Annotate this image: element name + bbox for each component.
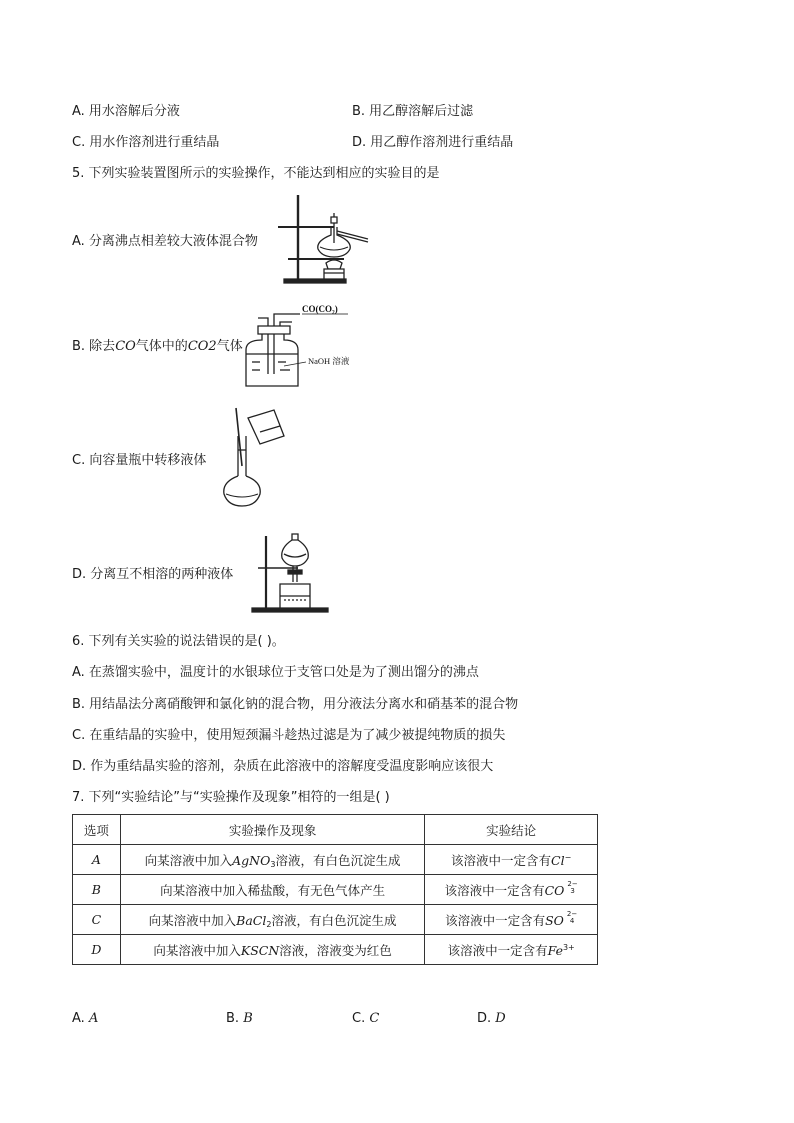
row-operation: 向某溶液中加入AgNO$_3$溶液，有白色沉淀生成 (120, 845, 425, 875)
q5-stem: 5. 下列实验装置图所示的实验操作，不能达到相应的实验目的是 (72, 166, 440, 181)
q5-option-a: A. 分离沸点相差较大液体混合物 (72, 234, 258, 249)
table-row (73, 935, 598, 965)
row-conclusion: 该溶液中一定含有SO 2− 4 (425, 905, 598, 935)
row-operation: 向某溶液中加入BaCl$_2$溶液，有白色沉淀生成 (120, 905, 425, 935)
header-conclusion: 实验结论 (425, 815, 598, 845)
row-option: B (73, 875, 121, 905)
figure-label-co-co2: CO(CO₂) (302, 304, 338, 314)
q7-table (72, 814, 598, 965)
q7-choice-b: B. B (226, 1011, 253, 1026)
table-row (73, 845, 598, 875)
q7-choice-c: C. C (352, 1011, 380, 1026)
q5-option-c: C. 向容量瓶中转移液体 (72, 453, 207, 468)
row-conclusion: 该溶液中一定含有Cl− (425, 845, 598, 875)
q6-option-c: C. 在重结晶的实验中，使用短颈漏斗趁热过滤是为了减少被提纯物质的损失 (72, 728, 506, 743)
q4-option-b: B. 用乙醇溶解后过滤 (352, 104, 474, 119)
q6-option-d: D. 作为重结晶实验的溶剂，杂质在此溶液中的溶解度受温度影响应该很大 (72, 759, 494, 774)
row-option: C (73, 905, 121, 935)
table-row (73, 905, 598, 935)
row-option: D (73, 935, 121, 965)
q4-option-a: A. 用水溶解后分液 (72, 104, 180, 119)
row-conclusion: 该溶液中一定含有$Fe^{3+}$ (425, 935, 598, 965)
figure-label-naoh: NaOH 溶液 (308, 356, 350, 366)
volumetric-flask-figure (218, 406, 288, 508)
q7-choice-d: D. D (477, 1011, 506, 1026)
separatory-funnel-figure (248, 532, 330, 614)
table-row (73, 875, 598, 905)
q6-option-a: A. 在蒸馏实验中，温度计的水银球位于支管口处是为了测出馏分的沸点 (72, 665, 479, 680)
distillation-apparatus-figure (278, 193, 368, 285)
row-operation: 向某溶液中加入KSCN溶液，溶液变为红色 (120, 935, 425, 965)
q6-option-b: B. 用结晶法分离硝酸钾和氯化钠的混合物，用分液法分离水和硝基苯的混合物 (72, 697, 519, 712)
gas-washing-bottle-figure (244, 304, 356, 388)
q4-option-c: C. 用水作溶剂进行重结晶 (72, 135, 220, 150)
q7-stem: 7. 下列“实验结论”与“实验操作及现象”相符的一组是( ) (72, 790, 390, 805)
header-operation: 实验操作及现象 (120, 815, 425, 845)
q5-option-d: D. 分离互不相溶的两种液体 (72, 567, 234, 582)
q6-stem: 6. 下列有关实验的说法错误的是( )。 (72, 634, 285, 649)
row-option: A (73, 845, 121, 875)
row-operation: 向某溶液中加入稀盐酸，有无色气体产生 (120, 875, 425, 905)
q7-choice-a: A. A (72, 1011, 99, 1026)
q5-option-b: B. 除去CO气体中的CO2气体 (72, 339, 243, 354)
q4-option-d: D. 用乙醇作溶剂进行重结晶 (352, 135, 514, 150)
row-conclusion: 该溶液中一定含有CO 2− 3 (425, 875, 598, 905)
table-header-row (73, 815, 598, 845)
header-option: 选项 (73, 815, 121, 845)
